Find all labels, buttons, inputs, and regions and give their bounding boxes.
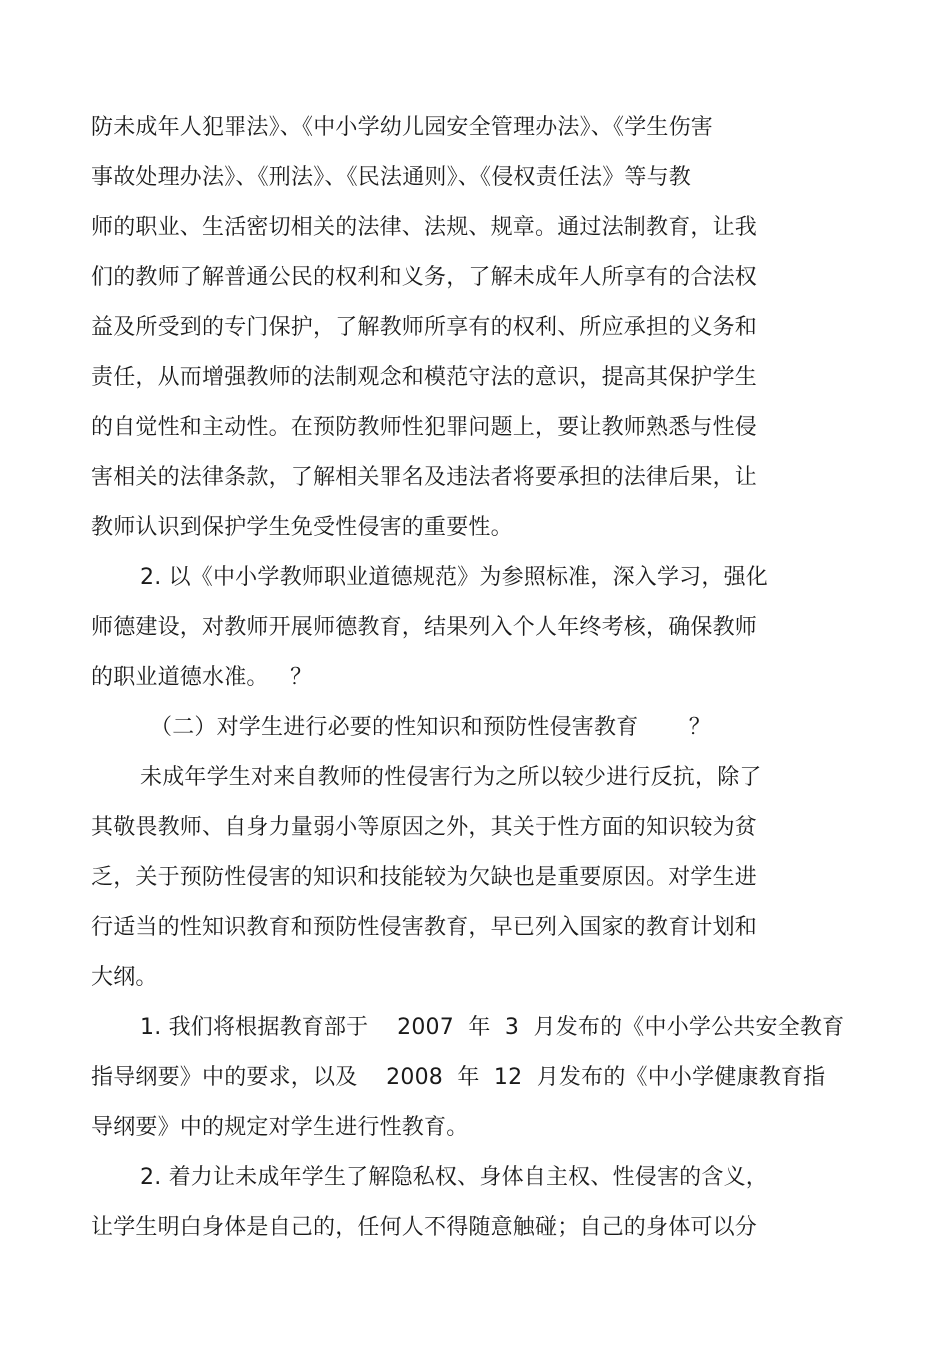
text-line: 害相关的法律条款，了解相关罪名及违法者将要承担的法律后果，让 [91,465,758,490]
section-heading: （二）对学生进行必要的性知识和预防性侵害教育 ？ [150,715,711,740]
numbered-paragraph-start: 2. 着力让未成年学生了解隐私权、身体自主权、性侵害的含义， [140,1165,768,1190]
text-line: 师德建设，对教师开展师德教育，结果列入个人年终考核，确保教师 [91,615,758,640]
text-line: 导纲要》中的规定对学生进行性教育。 [91,1115,469,1140]
text-line: 其敬畏教师、自身力量弱小等原因之外，其关于性方面的知识较为贫 [91,815,758,840]
text-line: 教师认识到保护学生免受性侵害的重要性。 [91,515,513,540]
text-line: 益及所受到的专门保护，了解教师所享有的权利、所应承担的义务和 [91,315,758,340]
text-line: 大纲。 [91,965,158,990]
text-line: 事故处理办法》、《刑法》、《民法通则》、《侵权责任法》等与教 [91,165,692,190]
text-line: 的职业道德水准。 ？ [91,665,313,690]
text-line: 乏，关于预防性侵害的知识和技能较为欠缺也是重要原因。对学生进 [91,865,758,890]
paragraph-start: 未成年学生对来自教师的性侵害行为之所以较少进行反抗，除了 [140,765,762,790]
text-line: 行适当的性知识教育和预防性侵害教育，早已列入国家的教育计划和 [91,915,758,940]
text-line: 指导纲要》中的要求，以及 2008 年 12 月发布的《中小学健康教育指 [91,1065,826,1090]
numbered-paragraph-start: 2. 以《中小学教师职业道德规范》为参照标准，深入学习，强化 [140,565,768,590]
text-line: 师的职业、生活密切相关的法律、法规、规章。通过法制教育，让我 [91,215,758,240]
text-line: 防未成年人犯罪法》、《中小学幼儿园安全管理办法》、《学生伤害 [91,115,714,140]
text-line: 的自觉性和主动性。在预防教师性犯罪问题上，要让教师熟悉与性侵 [91,415,758,440]
text-line: 责任，从而增强教师的法制观念和模范守法的意识，提高其保护学生 [91,365,758,390]
text-line: 们的教师了解普通公民的权利和义务，了解未成年人所享有的合法权 [91,265,758,290]
text-line: 让学生明白身体是自己的，任何人不得随意触碰；自己的身体可以分 [91,1215,758,1240]
numbered-paragraph-start: 1. 我们将根据教育部于 2007 年 3 月发布的《中小学公共安全教育 [140,1015,845,1040]
